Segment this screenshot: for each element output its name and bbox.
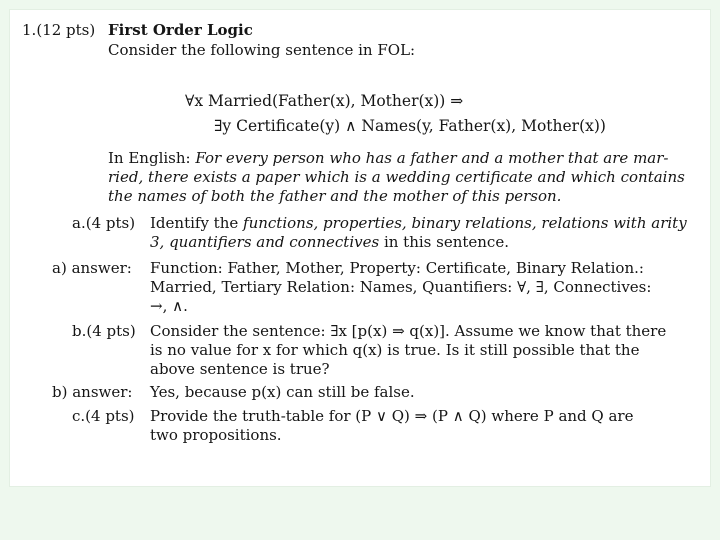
answer-a-line2: Married, Tertiary Relation: Names, Quantifiers: ∀, ∃, Connectives: — [150, 278, 652, 296]
part-b-line3: above sentence is true? — [150, 360, 330, 378]
part-a-italic-2: 3, quantifiers and connectives — [150, 233, 380, 251]
english-line1 — [108, 149, 668, 167]
answer-b-line1: Yes, because p(x) can still be false. — [150, 383, 415, 401]
answer-a-label: a) answer: — [52, 259, 132, 277]
question-header — [22, 21, 95, 39]
answer-b-label: b) answer: — [52, 383, 133, 401]
english-text-2: ried, there exists a paper which is a wedding certificate and which contains — [108, 168, 685, 186]
part-a-post: in this sentence. — [379, 233, 509, 251]
fol-formula-line1: ∀x Married(Father(x), Mother(x)) ⇒ — [185, 92, 464, 110]
english-text-3: the names of both the father and the mother of this person. — [108, 187, 562, 205]
part-c-line2: two propositions. — [150, 426, 282, 444]
part-b-label: b.(4 pts) — [72, 322, 136, 340]
part-c-line1: Provide the truth-table for (P ∨ Q) ⇒ (P ∧ Q) where P and Q are — [150, 407, 634, 425]
part-a-pre: Identify the — [150, 214, 244, 232]
document-page — [10, 10, 710, 486]
question-prompt: Consider the following sentence in FOL: — [108, 41, 416, 59]
part-a-line1 — [150, 214, 687, 232]
english-label: In English: — [108, 149, 191, 167]
question-points: (12 pts) — [36, 21, 96, 39]
answer-a-line3: →, ∧. — [150, 297, 188, 315]
part-a-italic-1: functions, properties, binary relations, relations with arity — [243, 214, 687, 232]
part-c-label: c.(4 pts) — [72, 407, 135, 425]
part-b-line2: is no value for x for which q(x) is true. Is it still possible that the — [150, 341, 640, 359]
question-number: 1. — [22, 21, 37, 39]
answer-a-line1: Function: Father, Mother, Property: Certificate, Binary Relation.: — [150, 259, 644, 277]
part-b-line1: Consider the sentence: ∃x [p(x) ⇒ q(x)]. Assume we know that there — [150, 322, 667, 340]
english-text-1: For every person who has a father and a mother that are mar- — [195, 149, 669, 167]
fol-formula-line2: ∃y Certificate(y) ∧ Names(y, Father(x), Mother(x)) — [214, 117, 606, 135]
part-a-line2 — [150, 233, 509, 251]
question-title: First Order Logic — [108, 21, 253, 39]
part-a-label: a.(4 pts) — [72, 214, 136, 232]
